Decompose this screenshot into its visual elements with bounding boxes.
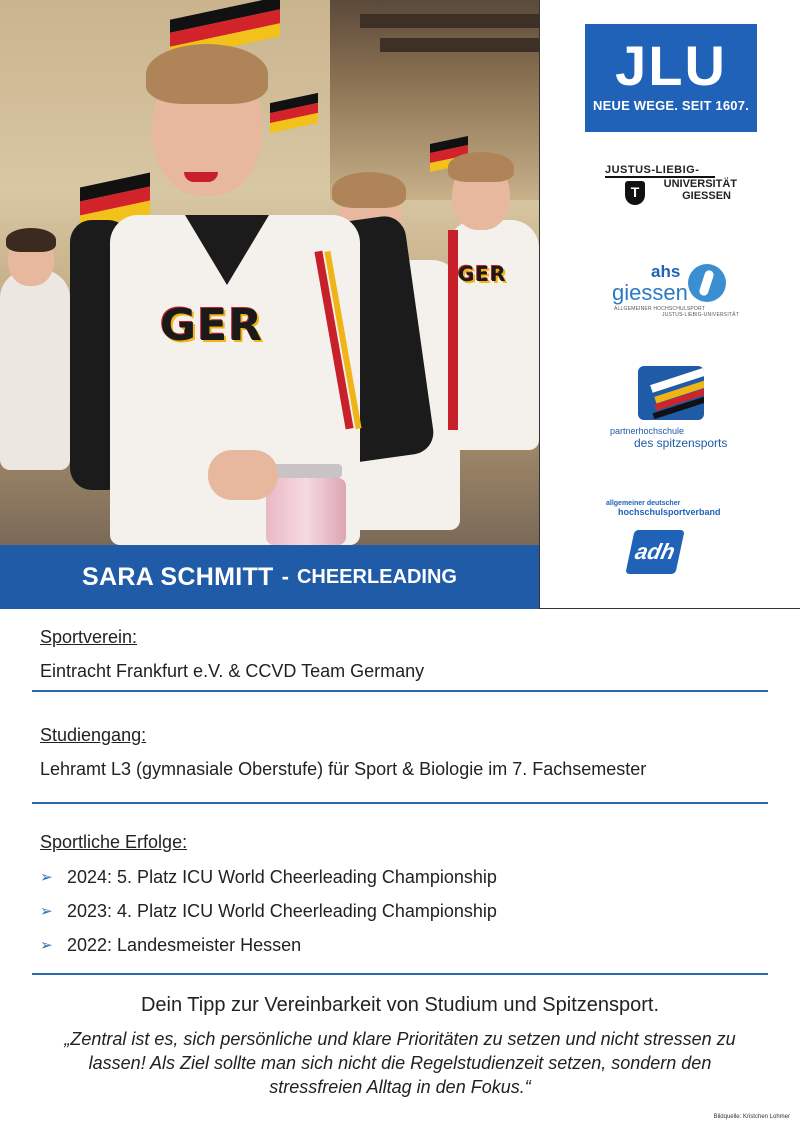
jlu-wordmark-line1: JUSTUS-LIEBIG- bbox=[605, 164, 715, 178]
adh-mark: adh bbox=[625, 530, 684, 574]
jlu-logo bbox=[585, 24, 757, 132]
athlete-photo bbox=[0, 0, 539, 545]
jersey-text: GER bbox=[160, 300, 264, 351]
divider bbox=[32, 973, 768, 975]
divider bbox=[32, 690, 768, 692]
achievement-item bbox=[40, 932, 497, 966]
roof-beam bbox=[380, 38, 539, 52]
jlu-wordmark-line2: UNIVERSITÄT bbox=[663, 178, 737, 190]
athlete-sport: CHEERLEADING bbox=[296, 565, 457, 588]
studiengang-label: Studiengang: bbox=[40, 725, 147, 745]
arrow-bullet-icon: ➢ bbox=[40, 903, 53, 920]
shield-icon: T bbox=[625, 181, 645, 205]
achievement-text: 2023: 4. Platz ICU World Cheerleading Championship bbox=[67, 901, 497, 921]
partnerhochschule-line2: des spitzensports bbox=[634, 436, 728, 450]
roof-beam bbox=[360, 14, 539, 28]
name-banner bbox=[0, 545, 539, 609]
studiengang-value: Lehramt L3 (gymnasiale Oberstufe) für Sport & Biologie im 7. Fachsemester bbox=[40, 759, 647, 779]
sportverein-value: Eintracht Frankfurt e.V. & CCVD Team Germany bbox=[40, 661, 425, 681]
ahs-logo-line1: ahs bbox=[651, 262, 681, 281]
achievement-item bbox=[40, 864, 497, 898]
divider bbox=[32, 802, 768, 804]
adh-logo-line2: hochschulsportverband bbox=[618, 507, 721, 517]
smile bbox=[184, 172, 218, 182]
jlu-logo-text: JLU bbox=[615, 34, 727, 97]
arrow-bullet-icon: ➢ bbox=[40, 869, 53, 886]
jlu-slogan: NEUE WEGE. SEIT 1607. bbox=[593, 98, 749, 113]
hand bbox=[208, 450, 278, 500]
tip-title: Dein Tipp zur Vereinbarkeit von Studium und Spitzensport. bbox=[140, 994, 660, 1016]
adh-logo bbox=[606, 500, 756, 564]
athlete-name: SARA SCHMITT bbox=[82, 562, 274, 591]
arrow-bullet-icon: ➢ bbox=[40, 937, 53, 954]
tip-quote: „Zentral ist es, sich persönliche und klare Prioritäten zu setzen und nicht stressen zu lassen! Als Ziel sollte man sich nicht die Regelstudienzeit setzen, sondern den stressfreien Alltag in den Fokus.“ bbox=[64, 1029, 736, 1097]
achievement-text: 2022: Landesmeister Hessen bbox=[67, 935, 302, 955]
partnerhochschule-mark-icon bbox=[638, 366, 704, 420]
adh-logo-line1: allgemeiner deutscher bbox=[606, 500, 681, 507]
jlu-wordmark-line3: GIESSEN bbox=[682, 190, 731, 202]
ahs-figure-icon bbox=[688, 264, 726, 302]
logo-column bbox=[539, 0, 800, 609]
jersey-text: GER bbox=[458, 262, 507, 286]
achievement-text: 2024: 5. Platz ICU World Cheerleading Championship bbox=[67, 867, 497, 887]
achievement-item bbox=[40, 898, 497, 932]
water-bottle bbox=[266, 478, 346, 545]
ahs-logo-line4: JUSTUS-LIEBIG-UNIVERSITÄT bbox=[662, 312, 739, 318]
erfolge-label: Sportliche Erfolge: bbox=[40, 832, 188, 852]
partnerhochschule-line1: partnerhochschule bbox=[610, 426, 685, 436]
jlu-wordmark-logo bbox=[605, 164, 745, 202]
banner-separator: - bbox=[281, 564, 289, 589]
sportverein-label: Sportverein: bbox=[40, 627, 138, 647]
photo-credit: Bildquelle: Kristchen Lohmer bbox=[713, 1114, 790, 1120]
ahs-logo-line2: giessen bbox=[612, 280, 688, 305]
ahs-logo-line3: ALLGEMEINER HOCHSCHULSPORT bbox=[614, 306, 705, 312]
achievements-list bbox=[40, 864, 497, 966]
german-flag bbox=[270, 93, 318, 133]
